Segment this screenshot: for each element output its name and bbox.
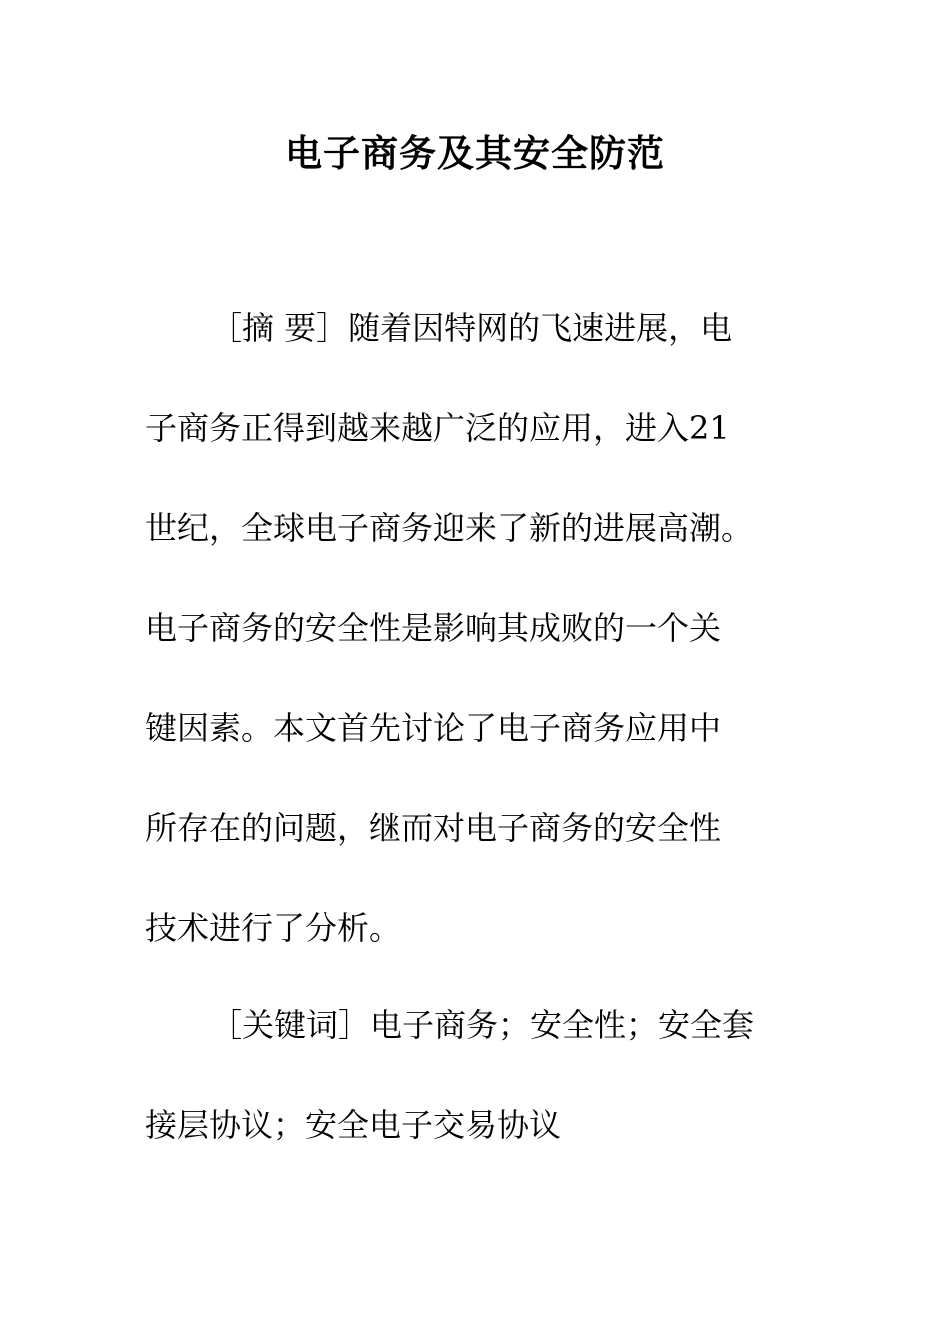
abstract-line-1: ［摘 要］随着因特网的飞速进展，电	[210, 309, 733, 347]
abstract-line-4: 电子商务的安全性是影响其成败的一个关	[145, 609, 722, 647]
abstract-line-6: 所存在的问题，继而对电子商务的安全性	[145, 809, 722, 847]
abstract-line-5: 键因素。本文首先讨论了电子商务应用中	[145, 709, 722, 747]
abstract-line-2: 子商务正得到越来越广泛的应用，进入21	[145, 409, 730, 447]
keywords-line-2: 接层协议；安全电子交易协议	[145, 1106, 562, 1144]
abstract-line-7: 技术进行了分析。	[145, 909, 402, 947]
abstract-line-3: 世纪，全球电子商务迎来了新的进展高潮。	[145, 509, 754, 547]
document-title: 电子商务及其安全防范	[285, 131, 665, 175]
keywords-line-1: ［关键词］电子商务；安全性；安全套	[210, 1006, 755, 1044]
